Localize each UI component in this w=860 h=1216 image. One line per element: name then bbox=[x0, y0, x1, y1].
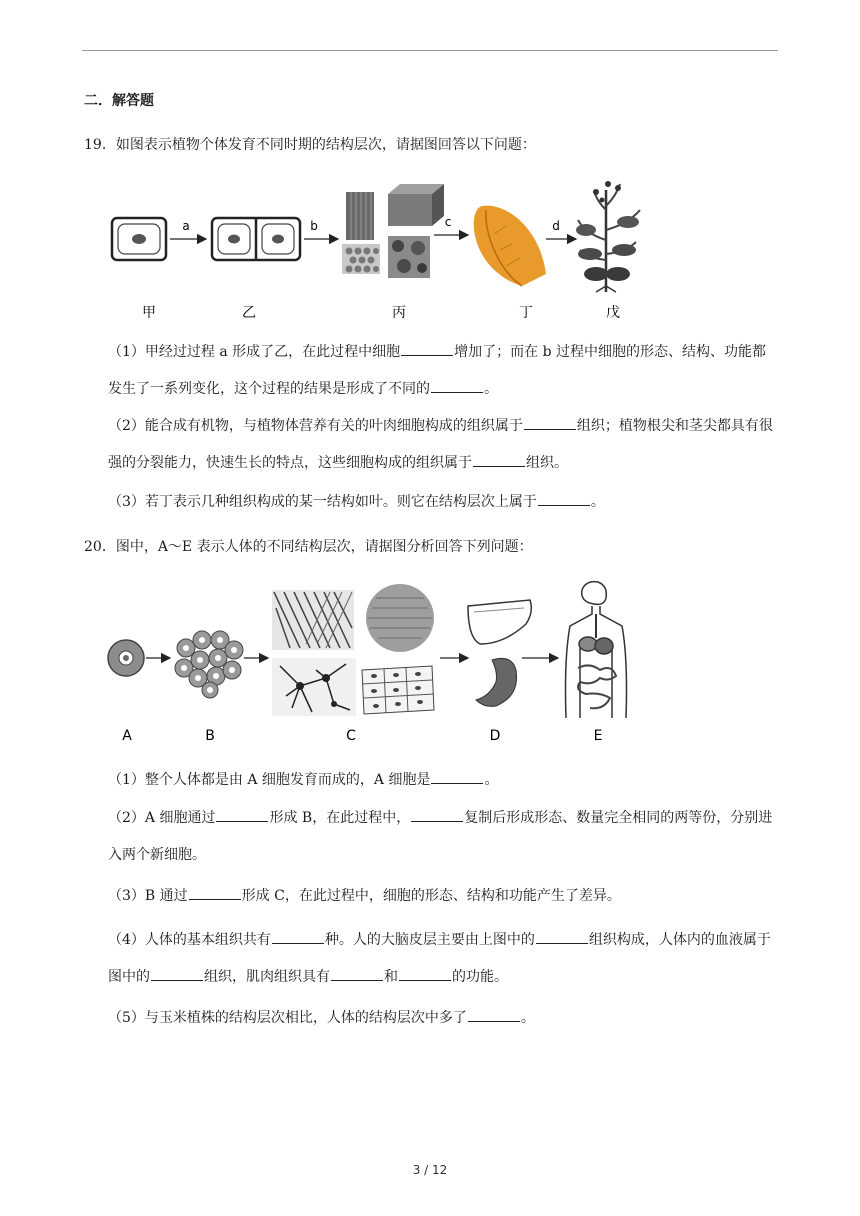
figure-label-bing: 丙 bbox=[392, 305, 406, 321]
figure-label-b: B bbox=[205, 728, 215, 744]
figure-label-d: D bbox=[489, 728, 501, 744]
arrow-label-c: c bbox=[444, 215, 452, 229]
answer-blank[interactable] bbox=[189, 887, 241, 900]
answer-blank[interactable] bbox=[536, 931, 588, 944]
whole-plant-wu bbox=[576, 181, 640, 292]
human-organs-d bbox=[468, 600, 531, 706]
human-cell-a bbox=[108, 640, 144, 676]
answer-blank[interactable] bbox=[272, 931, 324, 944]
figure-label-wu: 戊 bbox=[606, 305, 620, 321]
answer-blank[interactable] bbox=[401, 343, 453, 356]
plant-hierarchy-figure bbox=[0, 170, 860, 330]
human-hierarchy-figure bbox=[0, 578, 860, 748]
answer-blank[interactable] bbox=[473, 454, 525, 467]
section-title: 二．解答题 bbox=[84, 93, 154, 109]
plant-cell-jia bbox=[112, 218, 166, 260]
q20-part2: （2）A 细胞通过 形成 B，在此过程中， 复制后形成形态、数量完全相同的两等份，分别进入两个新细胞。 bbox=[108, 810, 773, 863]
answer-blank[interactable] bbox=[468, 1009, 520, 1022]
human-tissues-c bbox=[272, 584, 434, 716]
figure-label-jia: 甲 bbox=[142, 305, 156, 321]
answer-blank[interactable] bbox=[431, 380, 483, 393]
answer-blank[interactable] bbox=[538, 493, 590, 506]
q19-part2: （2）能合成有机物，与植物体营养有关的叶肉细胞构成的组织属于 组织；植物根尖和茎尖都具有很强的分裂能力，快速生长的特点，这些细胞构成的组织属于 组织。 bbox=[108, 418, 773, 471]
q19-stem: 19．如图表示植物个体发育不同时期的结构层次，请据图回答以下问题： bbox=[84, 137, 536, 153]
answer-blank[interactable] bbox=[216, 809, 268, 822]
figure-label-a: A bbox=[122, 728, 132, 744]
answer-blank[interactable] bbox=[431, 771, 483, 784]
arrow-label-a: a bbox=[182, 219, 190, 233]
page-number: 3 / 12 bbox=[412, 1163, 448, 1177]
figure-label-ding: 丁 bbox=[519, 305, 533, 321]
figure-label-c: C bbox=[346, 728, 356, 744]
answer-blank[interactable] bbox=[331, 968, 383, 981]
q20-part5: （5）与玉米植株的结构层次相比，人体的结构层次中多了 。 bbox=[108, 1010, 535, 1026]
q20-part1: （1）整个人体都是由 A 细胞发育而成的，A 细胞是 。 bbox=[108, 772, 499, 788]
answer-blank[interactable] bbox=[411, 809, 463, 822]
figure-label-e: E bbox=[593, 728, 603, 744]
figure-label-yi: 乙 bbox=[242, 305, 256, 321]
q20-part3: （3）B 通过 形成 C，在此过程中，细胞的形态、结构和功能产生了差异。 bbox=[108, 888, 621, 904]
header-rule bbox=[82, 50, 778, 51]
answer-blank[interactable] bbox=[399, 968, 451, 981]
answer-blank[interactable] bbox=[151, 968, 203, 981]
q19-part1: （1）甲经过过程 a 形成了乙，在此过程中细胞 增加了；而在 b 过程中细胞的形态、结构、功能都发生了一系列变化，这个过程的结果是形成了不同的 。 bbox=[108, 344, 767, 397]
human-body-e bbox=[566, 582, 627, 718]
q20-stem: 20．图中，A～E 表示人体的不同结构层次，请据图分析回答下列问题： bbox=[84, 539, 533, 555]
leaf-ding bbox=[474, 206, 546, 286]
plant-tissues-bing bbox=[342, 184, 444, 278]
q19-part3: （3）若丁表示几种组织构成的某一结构如叶。则它在结构层次上属于 。 bbox=[108, 494, 605, 510]
plant-cells-yi bbox=[212, 218, 300, 260]
q20-part4: （4）人体的基本组织共有 种。人的大脑皮层主要由上图中的 组织构成，人体内的血液属于图中的 组织，肌肉组织具有 和 的功能。 bbox=[108, 932, 771, 985]
arrow-label-d: d bbox=[552, 219, 560, 233]
arrow-label-b: b bbox=[310, 219, 318, 233]
answer-blank[interactable] bbox=[524, 417, 576, 430]
